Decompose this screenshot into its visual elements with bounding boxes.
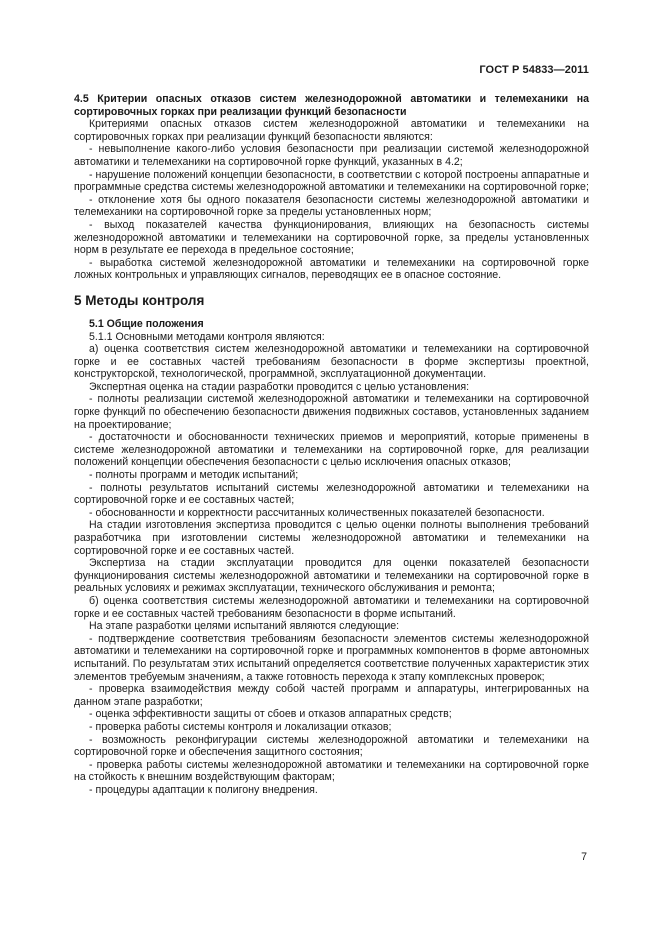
list-item: - выработка системой железнодорожной автоматики и телемеханики на сортировочной горке ложных контрольных и управляющих сигналов, переводящих ее в опасное состояние. [74,256,589,282]
subsection-5-1-heading: 5.1 Общие положения [89,317,204,330]
list-item: - достаточности и обоснованности технических приемов и мероприятий, которые применены в системе железнодорожной автоматики и телемеханики на сортировочной горке, для реализации положений концепции обеспечения безопасности с целью исключения опасных отказов; [74,431,589,469]
subsection-4-5-heading: 4.5 Критерии опасных отказов систем железнодорожной автоматики и телемеханики на сортировочных горках при реализации функций безопасности [74,93,589,118]
list-item: - невыполнение какого-либо условия безопасности при реализации системой железнодорожной автоматики и телемеханики на сортировочной горке функций, указанных в 4.2; [74,143,589,168]
paragraph: 5.1.1 Основными методами контроля являются: [89,330,325,343]
list-item: - процедуры адаптации к полигону внедрения. [89,783,318,796]
section-5-heading: 5 Методы контроля [74,292,205,308]
paragraph: На этапе разработки целями испытаний являются следующие: [89,620,400,633]
list-item: - выход показателей качества функционирования, влияющих на безопасность системы железнодорожной автоматики и телемеханики на сортировочной горке, за пределы установленных норм в результате ее перехода в предельное состояние; [74,218,589,257]
page-content [74,93,589,796]
list-item: а) оценка соответствия систем железнодорожной автоматики и телемеханики на сортировочной горке и ее составных частей требованиям безопасности в форме экспертизы проектной, конструкторской, технологической, программной, эксплуатационной документации. [74,343,589,381]
paragraph: На стадии изготовления экспертиза проводится с целью оценки полноты выполнения требований разработчика при изготовлении системы железнодорожной автоматики и телемеханики на сортировочной горке и ее составных частей. [74,519,589,557]
list-item: - полноты программ и методик испытаний; [89,469,299,482]
list-item: б) оценка соответствия системы железнодорожной автоматики и телемеханики на сортировочной горке и ее составных частей требованиям безопасности в форме испытаний. [74,594,589,620]
paragraph: Критериями опасных отказов систем железнодорожной автоматики и телемеханики на сортировочных горках при реализации функций безопасности являются: [74,118,589,143]
list-item: - проверка работы системы контроля и локализации отказов; [89,720,392,733]
list-item: - проверка работы системы железнодорожной автоматики и телемеханики на сортировочной горке на стойкость к внешним воздействующим факторам; [74,758,589,784]
list-item: - полноты результатов испытаний системы железнодорожной автоматики и телемеханики на сортировочной горке и ее составных частей; [74,481,589,507]
list-item: - отклонение хотя бы одного показателя безопасности системы железнодорожной автоматики и телемеханики на сортировочной горке за пределы установленных норм; [74,193,589,219]
paragraph: Экспертная оценка на стадии разработки проводится с целью установления: [89,380,470,393]
page-number: 7 [581,851,587,863]
standard-number: ГОСТ Р 54833—2011 [479,64,589,76]
list-item: - возможность реконфигурации системы железнодорожной автоматики и телемеханики на сортировочной горке и обеспечения защитного состояния; [74,733,589,759]
list-item: - нарушение положений концепции безопасности, в соответствии с которой построены аппаратные и программные средства системы железнодорожной автоматики и телемеханики на сортировочной горке; [74,168,589,194]
paragraph: Экспертиза на стадии эксплуатации проводится для оценки показателей безопасности функционирования системы железнодорожной автоматики и телемеханики на сортировочной горке в реальных условиях и режимах эксплуатации, технического обслуживания и ремонта; [74,557,589,595]
list-item: - проверка взаимодействия между собой частей программ и аппаратуры, интегрированных на данном этапе разработки; [74,683,589,708]
list-item: - оценка эффективности защиты от сбоев и отказов аппаратных средств; [89,708,452,721]
list-item: - подтверждение соответствия требованиям безопасности элементов системы железнодорожной автоматики и телемеханики на сортировочной горке и программных компонентов в форме автономных испытаний. По результатам этих испытаний определяется соответствие полученных характеристик этих элементов требуемым значениям, а также готовность перехода к этапу комплексных проверок; [74,632,589,683]
list-item: - полноты реализации системой железнодорожной автоматики и телемеханики на сортировочной горке функций по обеспечению безопасности движения подвижных составов, установленных заданием на проектирование; [74,393,589,431]
list-item: - обоснованности и корректности рассчитанных количественных показателей безопасности. [89,506,545,519]
